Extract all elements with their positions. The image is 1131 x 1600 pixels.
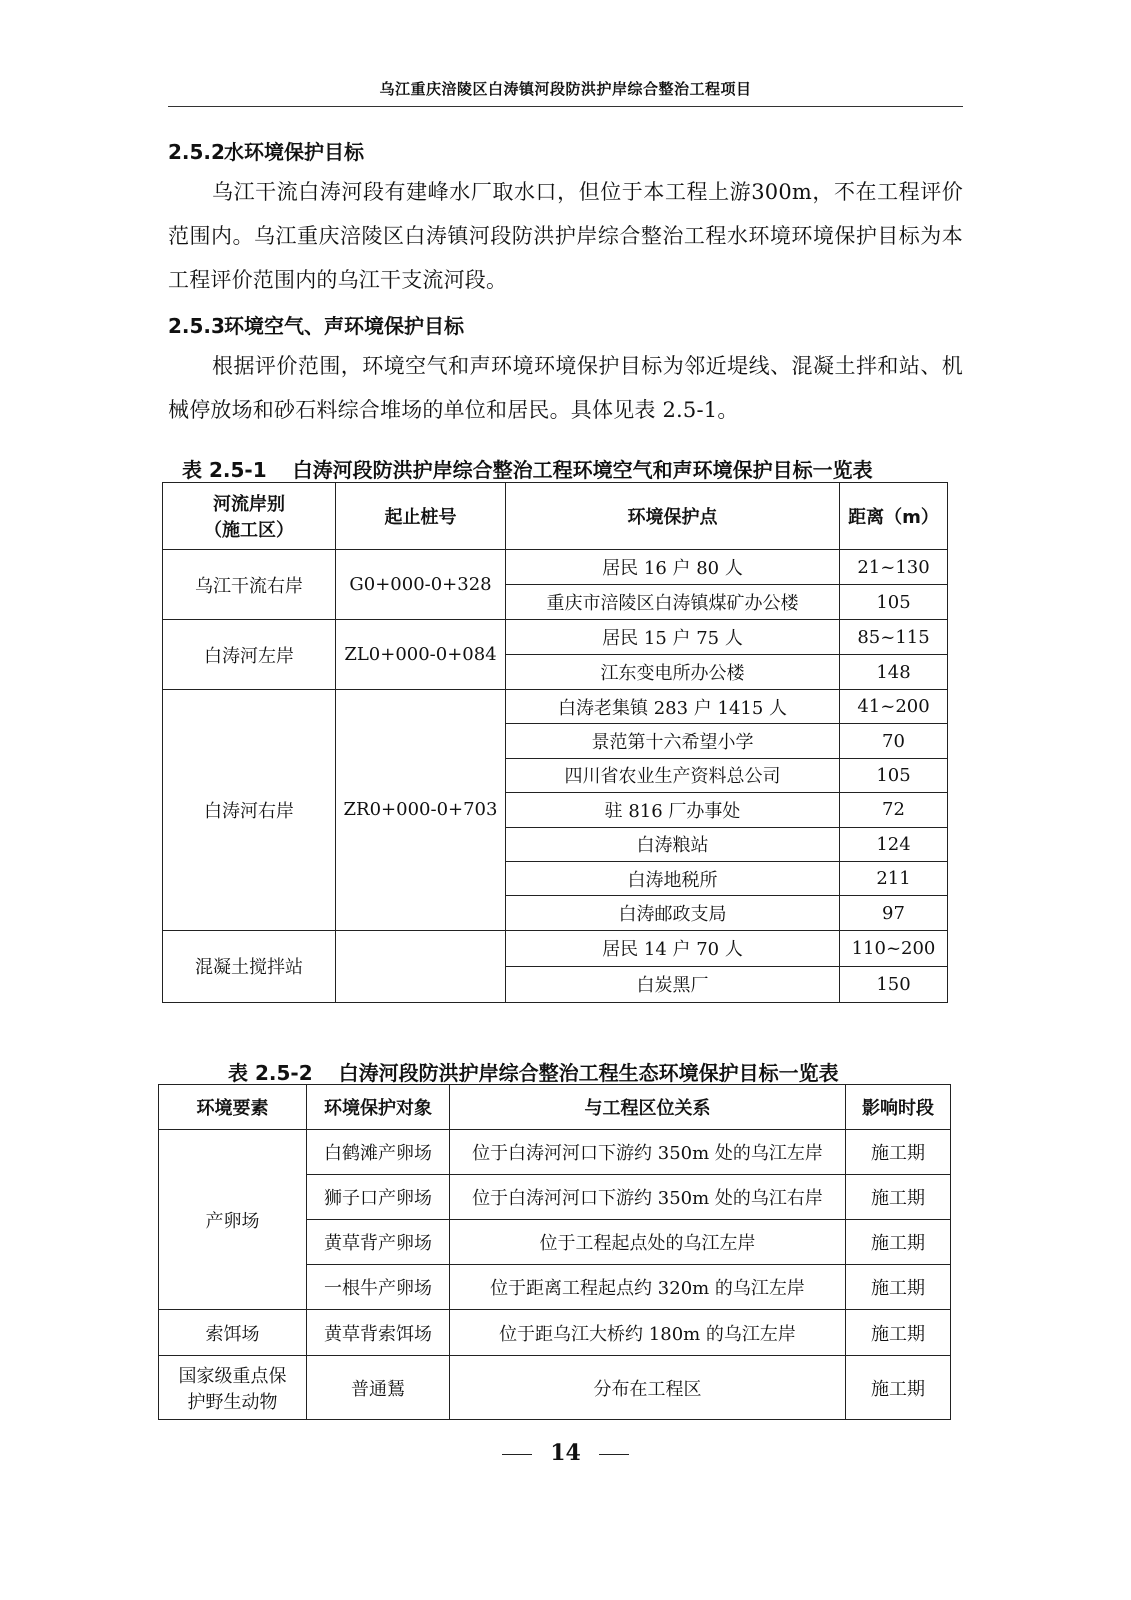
table1-header-cell: 环境保护点	[506, 483, 840, 550]
distance-cell: 85~115	[840, 620, 948, 655]
table2-header-cell: 影响时段	[846, 1085, 951, 1130]
section-title: 水环境保护目标	[224, 140, 364, 164]
paragraph-water-environment: 乌江干流白涛河段有建峰水厂取水口，但位于本工程上游300m，不在工程评价范围内。乌江重庆涪陵区白涛镇河段防洪护岸综合整治工程水环境环境保护目标为本工程评价范围内的乌江干支流河段。	[168, 180, 963, 292]
table-row	[159, 1310, 951, 1356]
protection-point-cell: 白涛地税所	[506, 861, 840, 895]
impact-period-cell: 施工期	[846, 1265, 951, 1310]
table-row	[163, 620, 948, 655]
station-range-cell: ZR0+000-0+703	[336, 690, 506, 931]
river-bank-cell: 白涛河右岸	[163, 690, 336, 931]
protection-point-cell: 居民 16 户 80 人	[506, 550, 840, 585]
distance-cell: 21~130	[840, 550, 948, 585]
section-heading-2-5-2	[168, 136, 364, 165]
distance-cell: 110~200	[840, 930, 948, 966]
protection-point-cell: 白涛粮站	[506, 827, 840, 861]
location-relation-cell: 位于白涛河河口下游约 350m 处的乌江左岸	[450, 1130, 846, 1175]
distance-cell: 150	[840, 966, 948, 1002]
station-range-cell: ZL0+000-0+084	[336, 620, 506, 690]
protection-point-cell: 四川省农业生产资料总公司	[506, 758, 840, 792]
air-noise-protection-table	[162, 482, 948, 1003]
river-bank-cell: 混凝土搅拌站	[163, 930, 336, 1002]
distance-cell: 124	[840, 827, 948, 861]
station-range-cell	[336, 930, 506, 1002]
protection-object-cell: 黄草背索饵场	[307, 1310, 450, 1356]
location-relation-cell: 位于工程起点处的乌江左岸	[450, 1220, 846, 1265]
ecological-protection-table	[158, 1084, 951, 1420]
location-relation-cell: 位于距离工程起点约 320m 的乌江左岸	[450, 1265, 846, 1310]
protection-object-cell: 普通鵟	[307, 1356, 450, 1420]
table2-caption	[228, 1057, 839, 1086]
protection-point-cell: 重庆市涪陵区白涛镇煤矿办公楼	[506, 585, 840, 620]
table2-header-cell: 与工程区位关系	[450, 1085, 846, 1130]
table-row	[159, 1130, 951, 1175]
protection-point-cell: 居民 15 户 75 人	[506, 620, 840, 655]
impact-period-cell: 施工期	[846, 1130, 951, 1175]
page-number-value: 14	[550, 1440, 581, 1466]
protection-point-cell: 白涛邮政支局	[506, 896, 840, 930]
impact-period-cell: 施工期	[846, 1175, 951, 1220]
protection-point-cell: 白涛老集镇 283 户 1415 人	[506, 690, 840, 724]
protection-point-cell: 江东变电所办公楼	[506, 655, 840, 690]
page-number-dash	[502, 1454, 532, 1455]
table-row	[163, 550, 948, 585]
section-title: 环境空气、声环境保护目标	[224, 314, 464, 338]
distance-cell: 105	[840, 758, 948, 792]
protection-point-cell: 白炭黑厂	[506, 966, 840, 1002]
table2-caption-title: 白涛河段防洪护岸综合整治工程生态环境保护目标一览表	[338, 1061, 839, 1085]
river-bank-cell: 白涛河左岸	[163, 620, 336, 690]
table2-header-cell: 环境要素	[159, 1085, 307, 1130]
location-relation-cell: 位于白涛河河口下游约 350m 处的乌江右岸	[450, 1175, 846, 1220]
header-rule	[168, 106, 963, 107]
section-number: 2.5.3	[168, 314, 225, 338]
environment-element-cell: 索饵场	[159, 1310, 307, 1356]
distance-cell: 148	[840, 655, 948, 690]
impact-period-cell: 施工期	[846, 1220, 951, 1265]
table1-caption-number: 表 2.5-1	[182, 458, 267, 482]
table2-header-row	[159, 1085, 951, 1130]
distance-cell: 105	[840, 585, 948, 620]
distance-cell: 72	[840, 793, 948, 827]
section-heading-2-5-3	[168, 310, 464, 339]
table-row	[159, 1356, 951, 1420]
environment-element-cell: 国家级重点保 护野生动物	[159, 1356, 307, 1420]
section-number: 2.5.2	[168, 140, 225, 164]
protection-object-cell: 黄草背产卵场	[307, 1220, 450, 1265]
table2-header-cell: 环境保护对象	[307, 1085, 450, 1130]
table2-caption-number: 表 2.5-2	[228, 1061, 313, 1085]
protection-point-cell: 驻 816 厂办事处	[506, 793, 840, 827]
distance-cell: 211	[840, 861, 948, 895]
protection-object-cell: 白鹤滩产卵场	[307, 1130, 450, 1175]
distance-cell: 97	[840, 896, 948, 930]
protection-object-cell: 一根牛产卵场	[307, 1265, 450, 1310]
page-number	[0, 1440, 1131, 1466]
protection-object-cell: 狮子口产卵场	[307, 1175, 450, 1220]
environment-element-cell: 产卵场	[159, 1130, 307, 1310]
location-relation-cell: 位于距乌江大桥约 180m 的乌江左岸	[450, 1310, 846, 1356]
page-number-dash	[599, 1454, 629, 1455]
protection-point-cell: 居民 14 户 70 人	[506, 930, 840, 966]
table1-caption-title: 白涛河段防洪护岸综合整治工程环境空气和声环境保护目标一览表	[292, 458, 873, 482]
distance-cell: 41~200	[840, 690, 948, 724]
impact-period-cell: 施工期	[846, 1310, 951, 1356]
table1-header-row	[163, 483, 948, 550]
page-header: 乌江重庆涪陵区白涛镇河段防洪护岸综合整治工程项目	[379, 80, 752, 98]
table1-header-cell: 河流岸别 （施工区）	[163, 483, 336, 550]
table1-caption	[182, 454, 873, 483]
river-bank-cell: 乌江干流右岸	[163, 550, 336, 620]
impact-period-cell: 施工期	[846, 1356, 951, 1420]
paragraph-air-noise: 根据评价范围，环境空气和声环境环境保护目标为邻近堤线、混凝土拌和站、机械停放场和砂石料综合堆场的单位和居民。具体见表 2.5-1。	[168, 354, 963, 422]
location-relation-cell: 分布在工程区	[450, 1356, 846, 1420]
protection-point-cell: 景范第十六希望小学	[506, 724, 840, 758]
table1-header-cell: 起止桩号	[336, 483, 506, 550]
table1-header-cell: 距离（m）	[840, 483, 948, 550]
distance-cell: 70	[840, 724, 948, 758]
table-row	[163, 930, 948, 966]
table-row	[163, 690, 948, 724]
station-range-cell: G0+000-0+328	[336, 550, 506, 620]
